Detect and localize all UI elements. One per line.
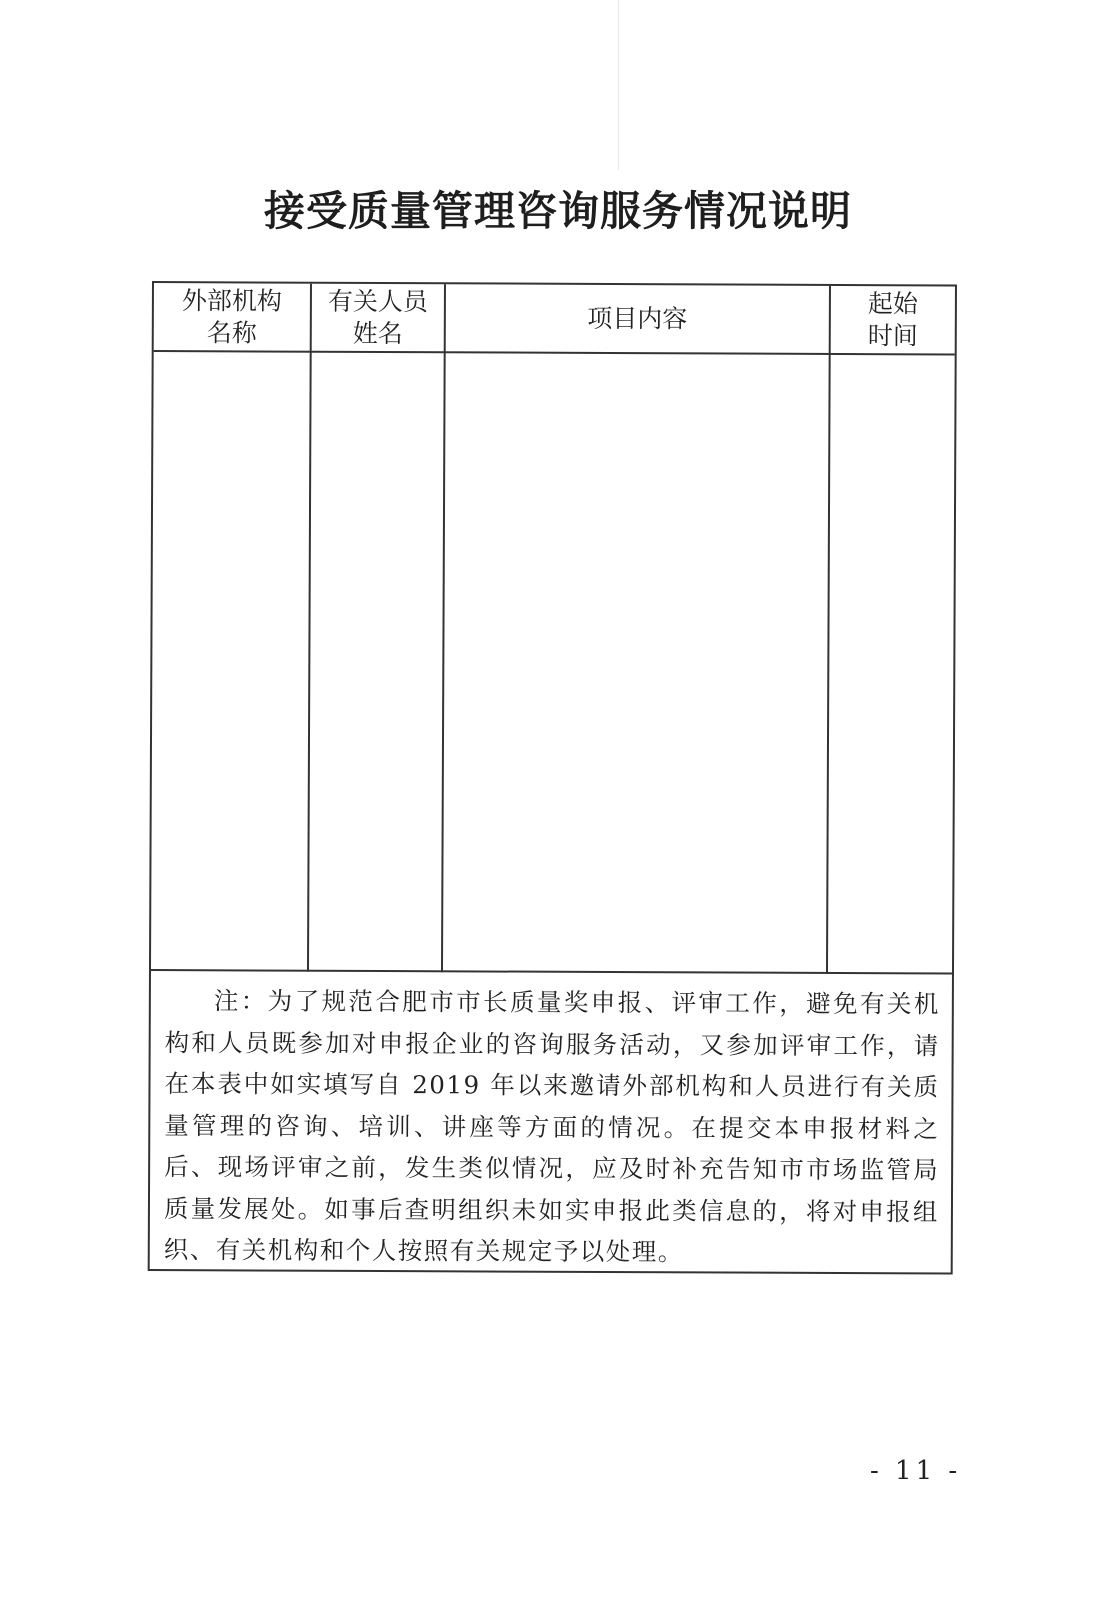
header-project-content-label: 项目内容 [587,303,688,333]
column-divider-1 [307,284,312,972]
header-person-name [312,284,444,352]
table-body-bottom-border [151,969,952,974]
header-person-name-line2: 姓名 [352,318,403,348]
consulting-service-table [148,281,957,1275]
header-start-time-line1: 起始 [867,288,918,318]
header-person-name-line1: 有关人员 [327,286,428,316]
header-org-name-line1: 外部机构 [181,285,282,316]
table-note: 注：为了规范合肥市市长质量奖申报、评审工作，避免有关机构和人员既参加对申报企业的咨询服务活动，又参加评审工作，请在本表中如实填写自 2019 年以来邀请外部机构和人员进行有关质量管理的咨询、培训、讲座等方面的情况。在提交本申报材料之后、现场评审之前，发生类似情况，应及时补充告知市市场监管局质量发展处。如事后查明组织未如实申报此类信息的，将对申报组织、有关机构和个人按照有关规定予以处理。 [163,986,940,1267]
page-number: - 11 - [870,1456,962,1486]
header-start-time-line2: 时间 [867,320,918,350]
header-org-name [154,283,310,351]
column-divider-3 [826,286,831,974]
document-title: 接受质量管理咨询服务情况说明 [264,187,852,235]
header-org-name-line2: 名称 [206,317,257,347]
header-project-content [446,284,829,353]
header-start-time [831,286,955,354]
page-fold-line [618,0,619,170]
column-divider-2 [441,284,446,972]
